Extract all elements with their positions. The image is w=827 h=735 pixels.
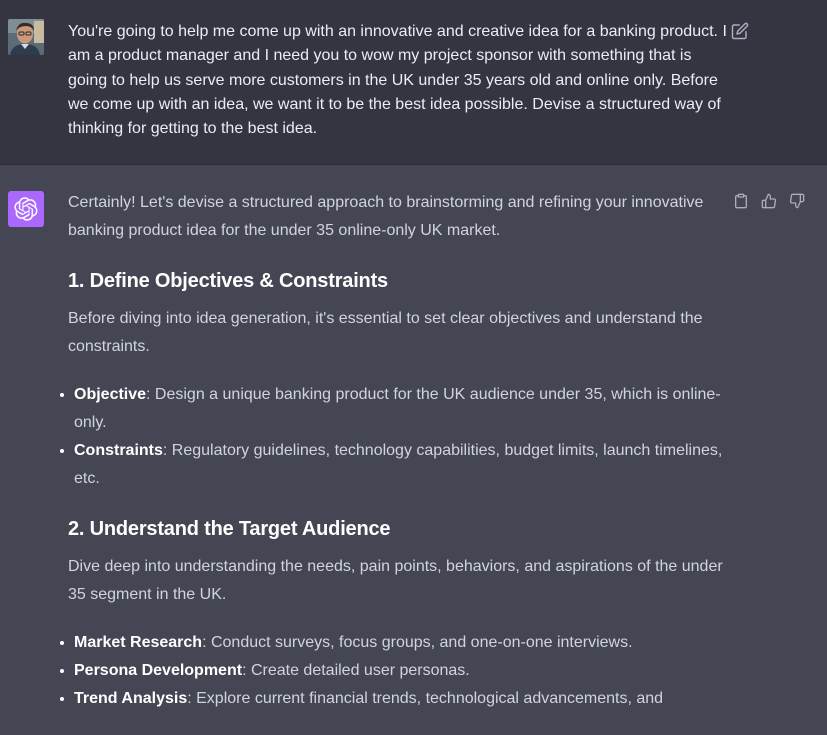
- list-item-term: Constraints: [74, 442, 163, 459]
- list-item-term: Trend Analysis: [74, 690, 188, 707]
- clipboard-icon[interactable]: [732, 192, 750, 210]
- list-item-text: : Design a unique banking product for the UK audience under 35, which is online-only.: [74, 386, 721, 431]
- openai-logo-icon: [8, 191, 44, 227]
- list-item-term: Market Research: [74, 634, 203, 651]
- list-item: [68, 381, 728, 437]
- list-item-term: Persona Development: [74, 662, 243, 679]
- list-item: [68, 437, 728, 493]
- section-title: 2. Understand the Target Audience: [68, 518, 391, 540]
- user-message-text: You're going to help me come up with an innovative and creative idea for a banking product. I am a product manager and I need you to wow my project sponsor with something that is going to help us serve more customers in the UK under 35 years old and online only. Before we come up with an idea, we want it to be the best idea possible. Devise a structured way of thinking for getting to the best idea.: [68, 23, 727, 138]
- edit-icon[interactable]: [731, 22, 751, 42]
- list-item-text: : Conduct surveys, focus groups, and one-on-one interviews.: [202, 634, 633, 651]
- thumbs-up-icon[interactable]: [760, 192, 778, 210]
- assistant-message: [0, 165, 827, 705]
- list-item-text: : Regulatory guidelines, technology capabilities, budget limits, launch timelines, etc.: [74, 442, 723, 487]
- section-description: Dive deep into understanding the needs, pain points, behaviors, and aspirations of the under 35 segment in the UK.: [68, 558, 723, 603]
- list-item-term: Objective: [74, 386, 147, 403]
- user-avatar: [8, 19, 44, 55]
- thumbs-down-icon[interactable]: [788, 192, 806, 210]
- section-title: 1. Define Objectives & Constraints: [68, 270, 388, 292]
- section-description: Before diving into idea generation, it's essential to set clear objectives and understand the constraints.: [68, 310, 703, 355]
- assistant-intro: Certainly! Let's devise a structured approach to brainstorming and refining your innovative banking product idea for the under 35 online-only UK market.: [68, 194, 704, 239]
- list-item: [68, 629, 728, 657]
- list-item-text: : Explore current financial trends, technological advancements, and: [187, 690, 664, 707]
- user-message: [0, 0, 827, 165]
- list-item: [68, 657, 728, 685]
- assistant-message-content: [68, 189, 728, 735]
- section-list: [68, 629, 728, 713]
- list-item: [68, 685, 728, 713]
- message-actions: [732, 192, 806, 210]
- section-list: [68, 381, 728, 493]
- list-item-text: : Create detailed user personas.: [242, 662, 470, 679]
